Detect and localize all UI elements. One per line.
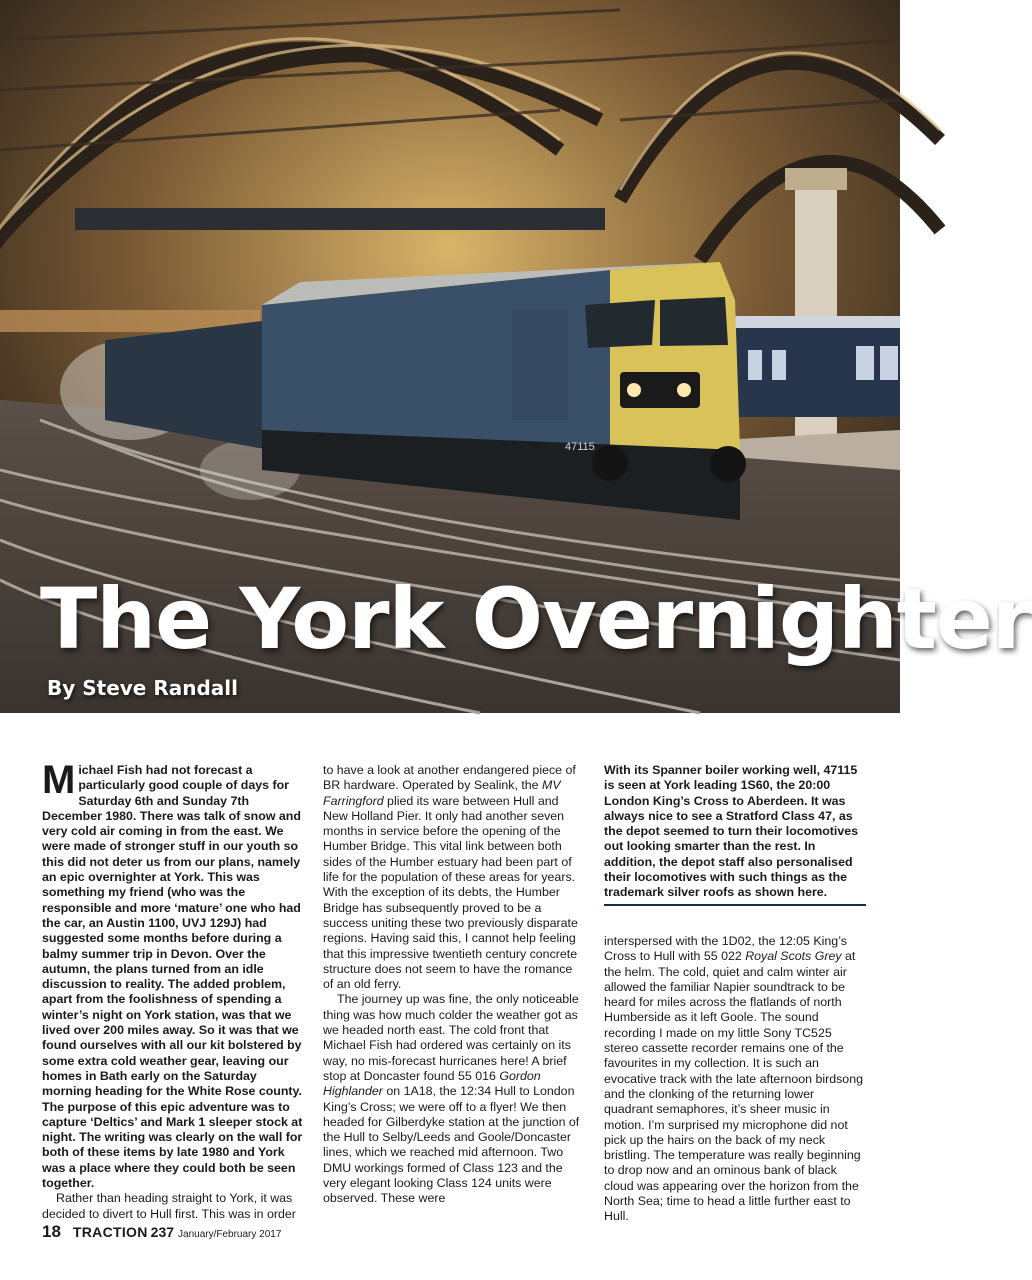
ship-name: MV Farringford [323, 778, 561, 808]
caption-divider [604, 904, 866, 906]
byline: By Steve Randall [47, 676, 238, 700]
loco-name: Royal Scots Grey [745, 949, 842, 964]
article-column-3 [604, 934, 866, 1225]
article-column-2 [323, 763, 585, 1207]
drop-cap: M [42, 758, 76, 802]
issue-date: January/February 2017 [178, 1229, 282, 1240]
paragraph: to have a look at another endangered piece of BR hardware. Operated by Sealink, the MV Farringford plied its ware between Hull and New Holland Pier. It only had another seven months in service before the opening of the Humber Bridge. This vital link between both sides of the Humber estuary had been part of life for the population of these areas for years. With the exception of its debts, the Humber Bridge has subsequently proved to be a success uniting these two previously disparate regions. Having said this, I cannot help feeling that this impressive twentieth century concrete structure does not seem to have the romance of an old ferry. [323, 763, 578, 992]
paragraph: Rather than heading straight to York, it was decided to divert to Hull first. This was in order [42, 1191, 296, 1221]
article-title: The York Overnighter [40, 570, 1032, 668]
paragraph: Michael Fish had not forecast a particularly good couple of days for Saturday 6th and Sunday 7th December 1980. There was talk of snow and very cold air coming in from the east. We were made of stronger stuff in our youth so this did not deter us from our plans, namely an epic overnighter at York. This was something my friend (who was the responsible and more ‘mature’ one who had the car, an Austin 1100, UVJ 129J) had suggested some months before during a balmy summer trip in Devon. Over the autumn, the plans turned from an idle discussion to reality. The added problem, apart from the foolishness of spending a winter’s night on York station, was that we lived over 200 miles away. So it was that we found ourselves with all our kit bolstered by some extra cold weather gear, leaving our homes in Bath early on the Saturday morning heading for the White Rose county. The purpose of this epic adventure was to capture ‘Deltics’ and Mark 1 sleeper stock at night. The writing was clearly on the wall for both of these items by late 1980 and York was a place where they could both be seen together. [42, 758, 303, 1191]
issue-number: 237 [150, 1224, 175, 1240]
paragraph: interspersed with the 1D02, the 12:05 King’s Cross to Hull with 55 022 Royal Scots Grey at the helm. The cold, quiet and calm winter air allowed the familiar Napier soundtrack to be heard for miles across the flatlands of north Humberside as it left Goole. The sound recording I made on my little Sony TC525 stereo cassette recorder remains one of the favourites in my collection. It is such an evocative track with the late afternoon birdsong and the clonking of the returning lower quadrant semaphores, it’s sheer music in motion. I’m surprised my microphone did not pick up the hairs on the back of my neck bristling. The temperature was really beginning to drop now and an ominous bank of black cloud was appearing over the horizon from the North Sea; time to head a little further east to Hull. [604, 934, 863, 1224]
magazine-name: TRACTION [72, 1224, 148, 1240]
article-column-1 [42, 758, 307, 1222]
loco-name: Gordon Highlander [323, 1068, 541, 1099]
page-footer [42, 1222, 281, 1242]
paragraph: The journey up was fine, the only noticeable thing was how much colder the weather got as we headed north east. The cold front that Michael Fish had ordered was certainly on its way, no mis-forecast hurricanes here! A brief stop at Doncaster found 55 016 Gordon Highlander on 1A18, the 12:34 Hull to London King’s Cross; we were off to a flyer! We then headed for Gilberdyke station at the junction of the Hull to Selby/Leeds and Goole/Doncaster lines, which we reached mid afternoon. Two DMU workings formed of Class 123 and the very elegant looking Class 124 units were observed. These were [323, 992, 580, 1206]
photo-caption: With its Spanner boiler working well, 47115 is seen at York leading 1S60, the 20:00 London King’s Cross to Aberdeen. It was always nice to see a Stratford Class 47, as the depot seemed to turn their locomotives out looking smarter than the rest. In addition, the depot staff also personalised their locomotives with such things as the trademark silver roofs as shown here. [604, 763, 859, 900]
signal-gantry [75, 208, 605, 230]
loco-number: 47115 [565, 441, 595, 453]
page-number: 18 [42, 1222, 61, 1241]
